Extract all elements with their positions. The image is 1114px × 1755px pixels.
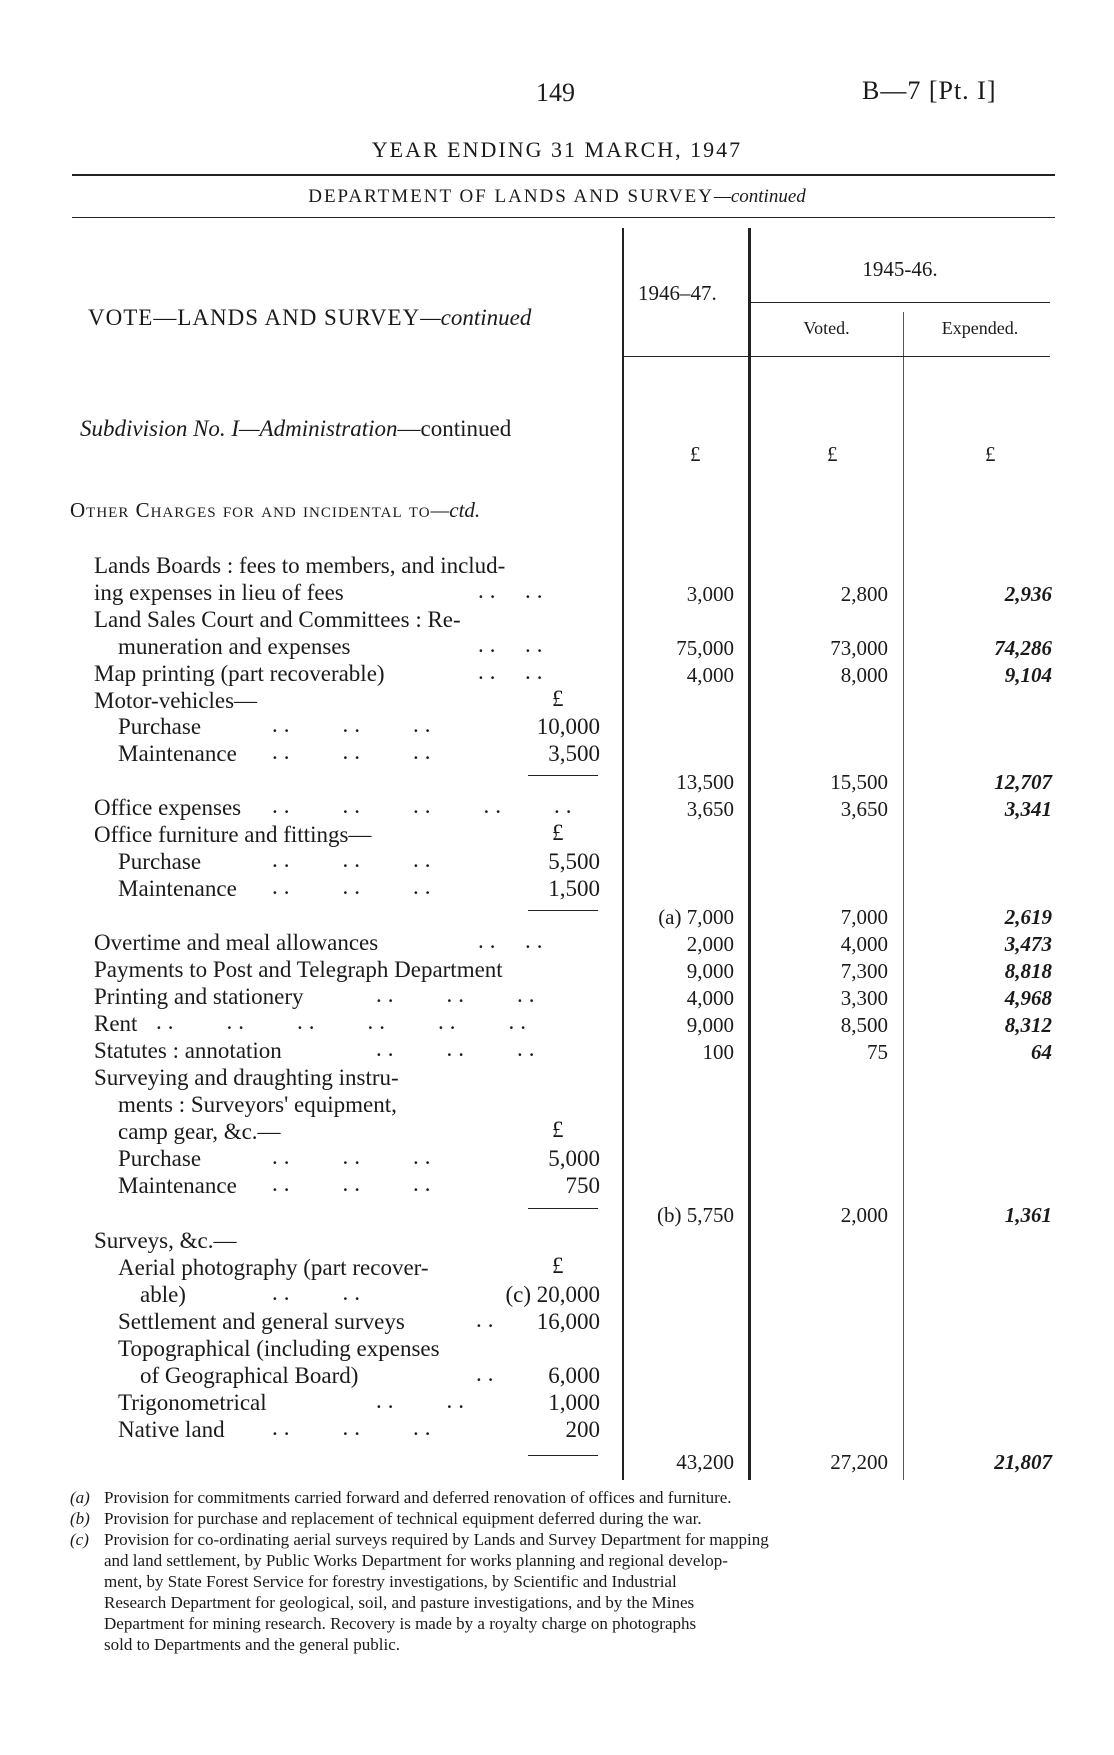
department-subtitle [0, 186, 1114, 208]
row-label: Printing and stationery [94, 984, 304, 1009]
row-label: Surveys, &c.— [94, 1228, 237, 1253]
header-mid-rule [750, 302, 1050, 303]
subtotal-rule [528, 1455, 598, 1456]
value-1946-47: 43,200 [676, 1450, 734, 1474]
row-label: Topographical (including expenses [118, 1336, 440, 1361]
row-label: muneration and expenses [118, 634, 351, 659]
value-1946-47: 75,000 [676, 636, 734, 660]
value-voted: 75 [867, 1040, 888, 1064]
department-name: DEPARTMENT OF LANDS AND SURVEY [308, 186, 714, 207]
value-1946-47: 3,650 [686, 797, 734, 821]
sub-amount: 1,500 [548, 876, 600, 901]
leader-dots: .. .. [478, 632, 549, 657]
row-label: ing expenses in lieu of fees [94, 580, 344, 605]
value-expended: 1,361 [1004, 1203, 1052, 1227]
row-label: Lands Boards : fees to members, and includ- [94, 553, 506, 578]
value-expended: 12,707 [994, 770, 1052, 794]
row-label: Payments to Post and Telegraph Department [94, 957, 503, 982]
leader-dots: .. .. .. [376, 982, 541, 1007]
vote-heading [88, 305, 531, 331]
header-bottom-rule [624, 356, 1050, 357]
leader-dots: .. .. .. .. .. .. [156, 1009, 532, 1034]
department-continued: —continued [713, 186, 806, 207]
value-voted: 7,000 [840, 905, 888, 929]
subtitle-rule [72, 217, 1055, 218]
row-label: Maintenance [118, 876, 237, 901]
value-1946-47: 9,000 [686, 1013, 734, 1037]
row-label: Settlement and general surveys [118, 1309, 405, 1334]
value-expended: 9,104 [1004, 663, 1052, 687]
value-1946-47: 2,000 [686, 932, 734, 956]
row-label: Overtime and meal allowances [94, 930, 379, 955]
value-voted: 73,000 [830, 636, 888, 660]
footnote-c-line: sold to Departments and the general public. [104, 1635, 400, 1654]
vote-heading-main: VOTE—LANDS AND SURVEY [88, 305, 421, 330]
value-voted: 8,500 [840, 1013, 888, 1037]
pound-sign-sub: £ [552, 1117, 564, 1142]
subdivision-title: Subdivision No. I—Administration [80, 416, 398, 441]
row-label: Map printing (part recoverable) [94, 661, 385, 686]
leader-dots: .. .. .. [272, 712, 437, 737]
leader-dots: .. [476, 1307, 500, 1332]
vote-heading-continued: —continued [420, 305, 532, 330]
row-label: Maintenance [118, 1173, 237, 1198]
pound-sign-expended: £ [985, 442, 996, 466]
value-1946-47: 100 [702, 1040, 734, 1064]
row-label: able) [140, 1282, 186, 1307]
leader-dots: .. .. [376, 1388, 470, 1413]
row-label: Maintenance [118, 741, 237, 766]
value-voted: 15,500 [830, 770, 888, 794]
subtotal-rule [528, 910, 598, 911]
value-voted: 4,000 [840, 932, 888, 956]
value-voted: 27,200 [830, 1450, 888, 1474]
value-expended: 64 [1031, 1040, 1052, 1064]
value-1946-47: (b) 5,750 [657, 1203, 734, 1227]
value-expended: 8,312 [1004, 1013, 1052, 1037]
subdivision-continued: —continued [397, 416, 512, 441]
other-charges-heading [70, 498, 480, 523]
other-charges-continued: —ctd. [430, 498, 481, 522]
value-expended: 4,968 [1004, 986, 1052, 1010]
footnote-b-mark: (b) [70, 1509, 90, 1528]
value-1946-47: 4,000 [686, 986, 734, 1010]
value-1946-47: 9,000 [686, 959, 734, 983]
document-reference: B—7 [Pt. I] [862, 76, 997, 105]
value-voted: 2,800 [840, 582, 888, 606]
subdivision-heading [80, 416, 511, 442]
value-expended: 21,807 [994, 1450, 1052, 1474]
sub-amount: 16,000 [536, 1309, 600, 1334]
leader-dots: .. .. [478, 928, 549, 953]
other-charges-title: Other Charges for and incidental to [70, 498, 431, 522]
column-rule-voted [748, 228, 751, 1480]
value-expended: 8,818 [1004, 959, 1052, 983]
footnote-c-mark: (c) [70, 1530, 89, 1549]
value-expended: 2,619 [1004, 905, 1052, 929]
column-voted: Voted. [803, 318, 850, 338]
pound-sign-sub: £ [552, 686, 564, 711]
leader-dots: .. .. [478, 659, 549, 684]
value-1946-47: 4,000 [686, 663, 734, 687]
row-label: Land Sales Court and Committees : Re- [94, 607, 461, 632]
column-1945-46: 1945-46. [862, 257, 938, 281]
value-voted: 7,300 [840, 959, 888, 983]
sub-amount: (c) 20,000 [505, 1282, 600, 1307]
footnote-a: Provision for commitments carried forward and deferred renovation of offices and furniture. [104, 1488, 732, 1507]
sub-amount: 750 [565, 1173, 600, 1198]
value-1946-47: 3,000 [686, 582, 734, 606]
pound-sign-sub: £ [552, 820, 564, 845]
sub-amount: 1,000 [548, 1390, 600, 1415]
value-expended: 2,936 [1004, 582, 1052, 606]
column-rule-expended [903, 312, 904, 1480]
row-label: Purchase [118, 849, 202, 874]
title-rule [72, 174, 1055, 176]
sub-amount: 5,500 [548, 849, 600, 874]
column-rule-1946 [622, 228, 624, 1480]
row-label: Motor-vehicles— [94, 688, 258, 713]
sub-amount: 5,000 [548, 1146, 600, 1171]
page-title-text: YEAR ENDING 31 MARCH, 1947 [371, 137, 743, 162]
value-1946-47: 13,500 [676, 770, 734, 794]
row-label: Aerial photography (part recover- [118, 1255, 429, 1280]
value-voted: 3,300 [840, 986, 888, 1010]
footnote-c-line: Department for mining research. Recovery is made by a royalty charge on photographs [104, 1614, 697, 1633]
leader-dots: .. .. [478, 578, 549, 603]
leader-dots: .. .. .. [272, 739, 437, 764]
value-expended: 3,341 [1004, 797, 1052, 821]
row-label: Statutes : annotation [94, 1038, 282, 1063]
leader-dots: .. .. .. [376, 1036, 541, 1061]
sub-amount: 10,000 [536, 714, 600, 739]
pound-sign-1946: £ [690, 442, 701, 466]
footnote-a-mark: (a) [70, 1488, 90, 1507]
column-expended: Expended. [941, 318, 1019, 338]
row-label: Trigonometrical [118, 1390, 267, 1415]
leader-dots: .. .. .. [272, 847, 437, 872]
pound-sign-sub: £ [552, 1253, 564, 1278]
footnote-b: Provision for purchase and replacement of technical equipment deferred during the war. [104, 1509, 702, 1528]
value-voted: 8,000 [840, 663, 888, 687]
row-label: Purchase [118, 1146, 202, 1171]
footnote-c-line: and land settlement, by Public Works Department for works planning and regional develop- [104, 1551, 728, 1570]
page-number: 149 [536, 78, 575, 107]
column-1946-47: 1946–47. [638, 281, 717, 305]
row-label: Rent [94, 1011, 138, 1036]
row-label: Native land [118, 1417, 225, 1442]
leader-dots: .. .. [272, 1280, 366, 1305]
sub-amount: 3,500 [548, 741, 600, 766]
row-label: of Geographical Board) [140, 1363, 359, 1388]
row-label: ments : Surveyors' equipment, [118, 1092, 397, 1117]
sub-amount: 6,000 [548, 1363, 600, 1388]
subtotal-rule [528, 775, 598, 776]
leader-dots: .. .. .. [272, 874, 437, 899]
footnote-c-line: Provision for co-ordinating aerial surveys required by Lands and Survey Department for mapping [104, 1530, 769, 1549]
value-expended: 3,473 [1004, 932, 1052, 956]
row-label: Office expenses [94, 795, 242, 820]
leader-dots: .. .. .. [272, 1171, 437, 1196]
leader-dots: .. .. .. .. .. [272, 793, 578, 818]
pound-sign-voted: £ [827, 442, 838, 466]
value-voted: 2,000 [840, 1203, 888, 1227]
row-label: Surveying and draughting instru- [94, 1065, 399, 1090]
subtotal-rule [528, 1208, 598, 1209]
sub-amount: 200 [565, 1417, 600, 1442]
row-label: Purchase [118, 714, 202, 739]
page-title [0, 137, 1114, 163]
value-voted: 3,650 [840, 797, 888, 821]
value-expended: 74,286 [994, 636, 1052, 660]
footnote-c-line: Research Department for geological, soil, and pasture investigations, and by the Mines [104, 1593, 695, 1612]
leader-dots: .. .. .. [272, 1144, 437, 1169]
row-label: camp gear, &c.— [118, 1119, 281, 1144]
row-label: Office furniture and fittings— [94, 822, 372, 847]
leader-dots: .. [476, 1361, 500, 1386]
leader-dots: .. .. .. [272, 1415, 437, 1440]
footnote-c-line: ment, by State Forest Service for forestry investigations, by Scientific and Industrial [104, 1572, 677, 1591]
value-1946-47: (a) 7,000 [658, 905, 734, 929]
